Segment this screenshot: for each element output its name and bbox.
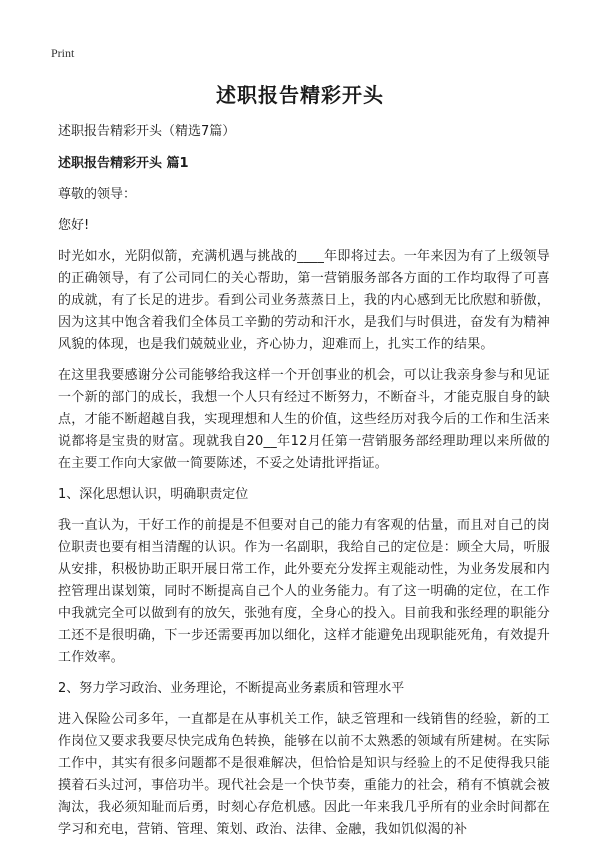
numbered-heading: 1、深化思想认识，明确职责定位 bbox=[58, 487, 249, 502]
paragraph: 我一直认为，干好工作的前提是不但要对自己的能力有客观的估量，而且对自己的岗位职责也要有相当清醒的认识。作为一名副职，我给自己的定位是：顾全大局，听服从安排，积极协助正职开展日常工作，此外要充分发挥主观能动性，为业务发展和内控管理出谋划策，同时不断提高自己个人的业务能力。有了这一明确的定位，在工作中我就完全可以做到有的放矢，张弛有度，全身心的投入。目前我和张经理的职能分工还不是很明确，下一步还需要再加以细化，这样才能避免出现职能死角，有效提升工作效率。 bbox=[58, 518, 550, 665]
paragraph: 时光如水，光阴似箭，充满机遇与挑战的____年即将过去。一年来因为有了上级领导的正确领导，有了公司同仁的关心帮助，第一营销服务部各方面的工作均取得了可喜的成就，有了长足的进步。看到公司业务蒸蒸日上，我的内心感到无比欣慰和骄傲，因为这其中饱含着我们全体员工辛勤的劳动和汗水，是我们与时俱进，奋发有为精神风貌的体现，也是我们兢兢业业，齐心协力，迎难而上，扎实工作的结果。 bbox=[58, 249, 550, 352]
paragraph: 在这里我要感谢分公司能够给我这样一个开创事业的机会，可以让我亲身参与和见证一个新的部门的成长，我想一个人只有经过不断努力，不断奋斗，才能克服自身的缺点，才能不断超越自我，实现理想和人生的价值，这些经历对我今后的工作和生活来说都将是宝贵的财富。现就我自20__年12月任第一营销服务部经理助理以来所做的在主要工作向大家做一简要陈述，不妥之处请批评指证。 bbox=[58, 368, 550, 471]
document-subtitle: 述职报告精彩开头（精选7篇） bbox=[58, 124, 236, 139]
section-heading: 述职报告精彩开头 篇1 bbox=[58, 156, 189, 171]
document-title: 述职报告精彩开头 bbox=[216, 83, 384, 107]
document-body bbox=[58, 121, 550, 850]
print-link[interactable]: Print bbox=[51, 46, 75, 60]
numbered-heading: 2、努力学习政治、业务理论，不断提高业务素质和管理水平 bbox=[58, 681, 405, 696]
greeting: 尊敬的领导： bbox=[58, 187, 137, 202]
paragraph: 进入保险公司多年，一直都是在从事机关工作，缺乏管理和一线销售的经验，新的工作岗位又要求我要尽快完成角色转换，能够在以前不太熟悉的领域有所建树。在实际工作中，其实有很多问题都不是很难解决，但恰恰是知识与经验上的不足使得我只能摸着石头过河，事倍功半。现代社会是一个快节奏，重能力的社会，稍有不慎就会被淘汰，我必须知耻而后勇，时刻心存危机感。因此一年来我几乎所有的业余时间都在学习和充电，营销、管理、策划、政治、法律、金融，我如饥似渴的补 bbox=[58, 712, 550, 837]
salutation: 您好! bbox=[58, 218, 90, 233]
